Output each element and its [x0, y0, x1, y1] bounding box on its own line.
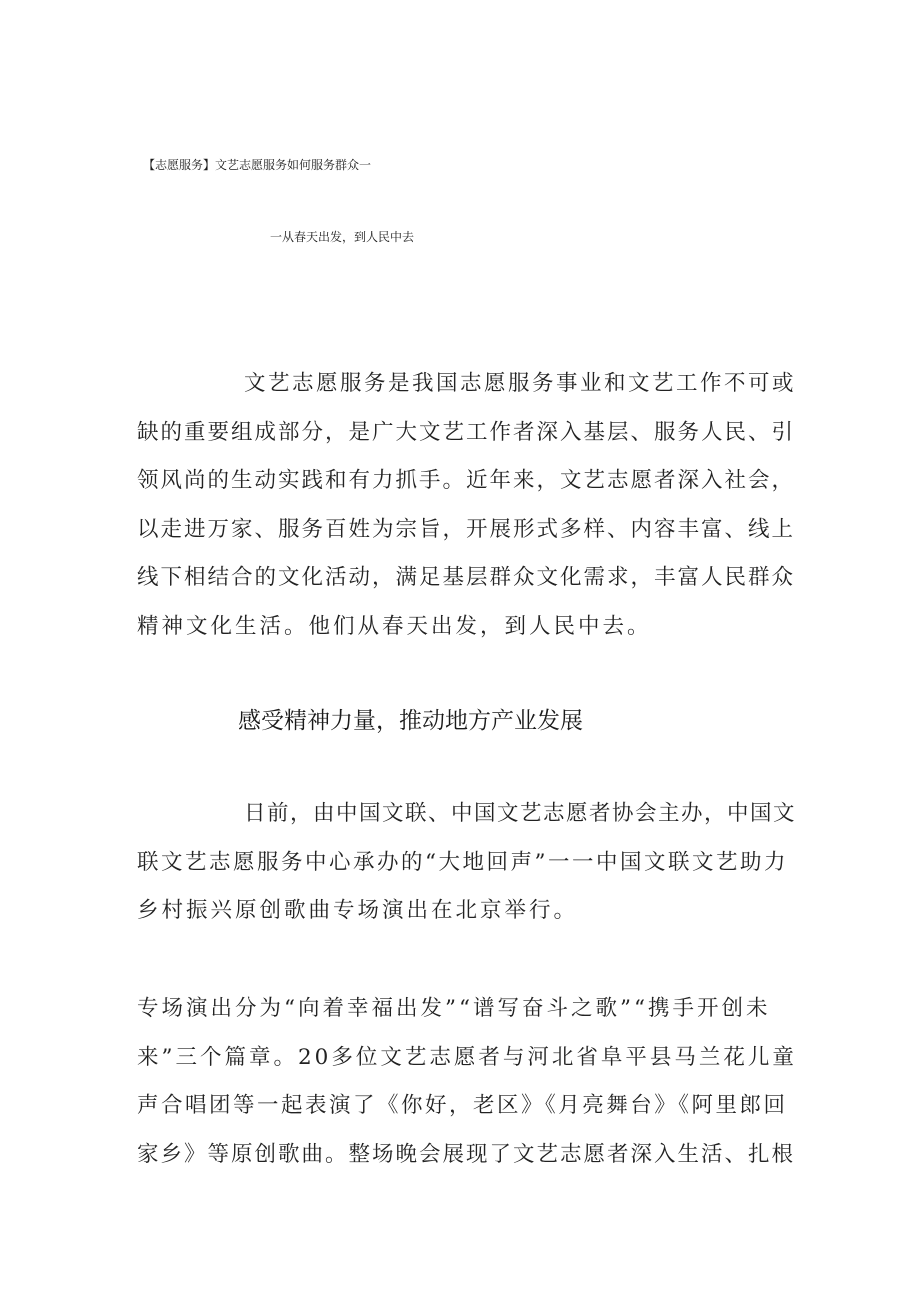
- program-line: 来”三个篇章。20多位文艺志愿者与河北省阜平县马兰花儿童: [137, 1044, 797, 1070]
- news-line: 乡村振兴原创歌曲专场演出在北京举行。: [137, 898, 579, 923]
- intro-line: 线下相结合的文化活动，满足基层群众文化需求，丰富人民群众: [137, 565, 796, 590]
- program-line: 声合唱团等一起表演了《你好，老区》《月亮舞台》《阿里郎回: [137, 1093, 788, 1118]
- news-line: 联文艺志愿服务中心承办的“大地回声”一一中国文联文艺助力: [137, 849, 788, 875]
- intro-line: 精神文化生活。他们从春天出发，到人民中去。: [137, 613, 652, 639]
- news-line: 日前，由中国文联、中国文艺志愿者协会主办，中国文: [244, 801, 797, 826]
- program-line: 家乡》等原创歌曲。整场晚会展现了文艺志愿者深入生活、扎根: [137, 1141, 796, 1167]
- intro-line: 缺的重要组成部分，是广大文艺工作者深入基层、服务人民、引: [137, 419, 796, 445]
- intro-paragraph: [137, 360, 797, 651]
- program-paragraph: [137, 985, 797, 1179]
- section-heading: 感受精神力量，推动地方产业发展: [238, 708, 583, 734]
- intro-line: 以走进万家、服务百姓为宗旨，开展形式多样、内容丰富、线上: [137, 516, 796, 542]
- program-line: 专场演出分为“向着幸福出发”“谱写奋斗之歌”“携手开创未: [137, 996, 771, 1021]
- intro-line: 文艺志愿服务是我国志愿服务事业和文艺工作不可或: [244, 371, 797, 396]
- article-title-line-2: 一从春天出发，到人民中去: [270, 230, 415, 244]
- intro-line: 领风尚的生动实践和有力抓手。近年来，文艺志愿者深入社会，: [137, 468, 796, 493]
- article-title-line-1: 【志愿服务】文艺志愿服务如何服务群众一: [143, 158, 372, 172]
- news-paragraph: [137, 790, 797, 936]
